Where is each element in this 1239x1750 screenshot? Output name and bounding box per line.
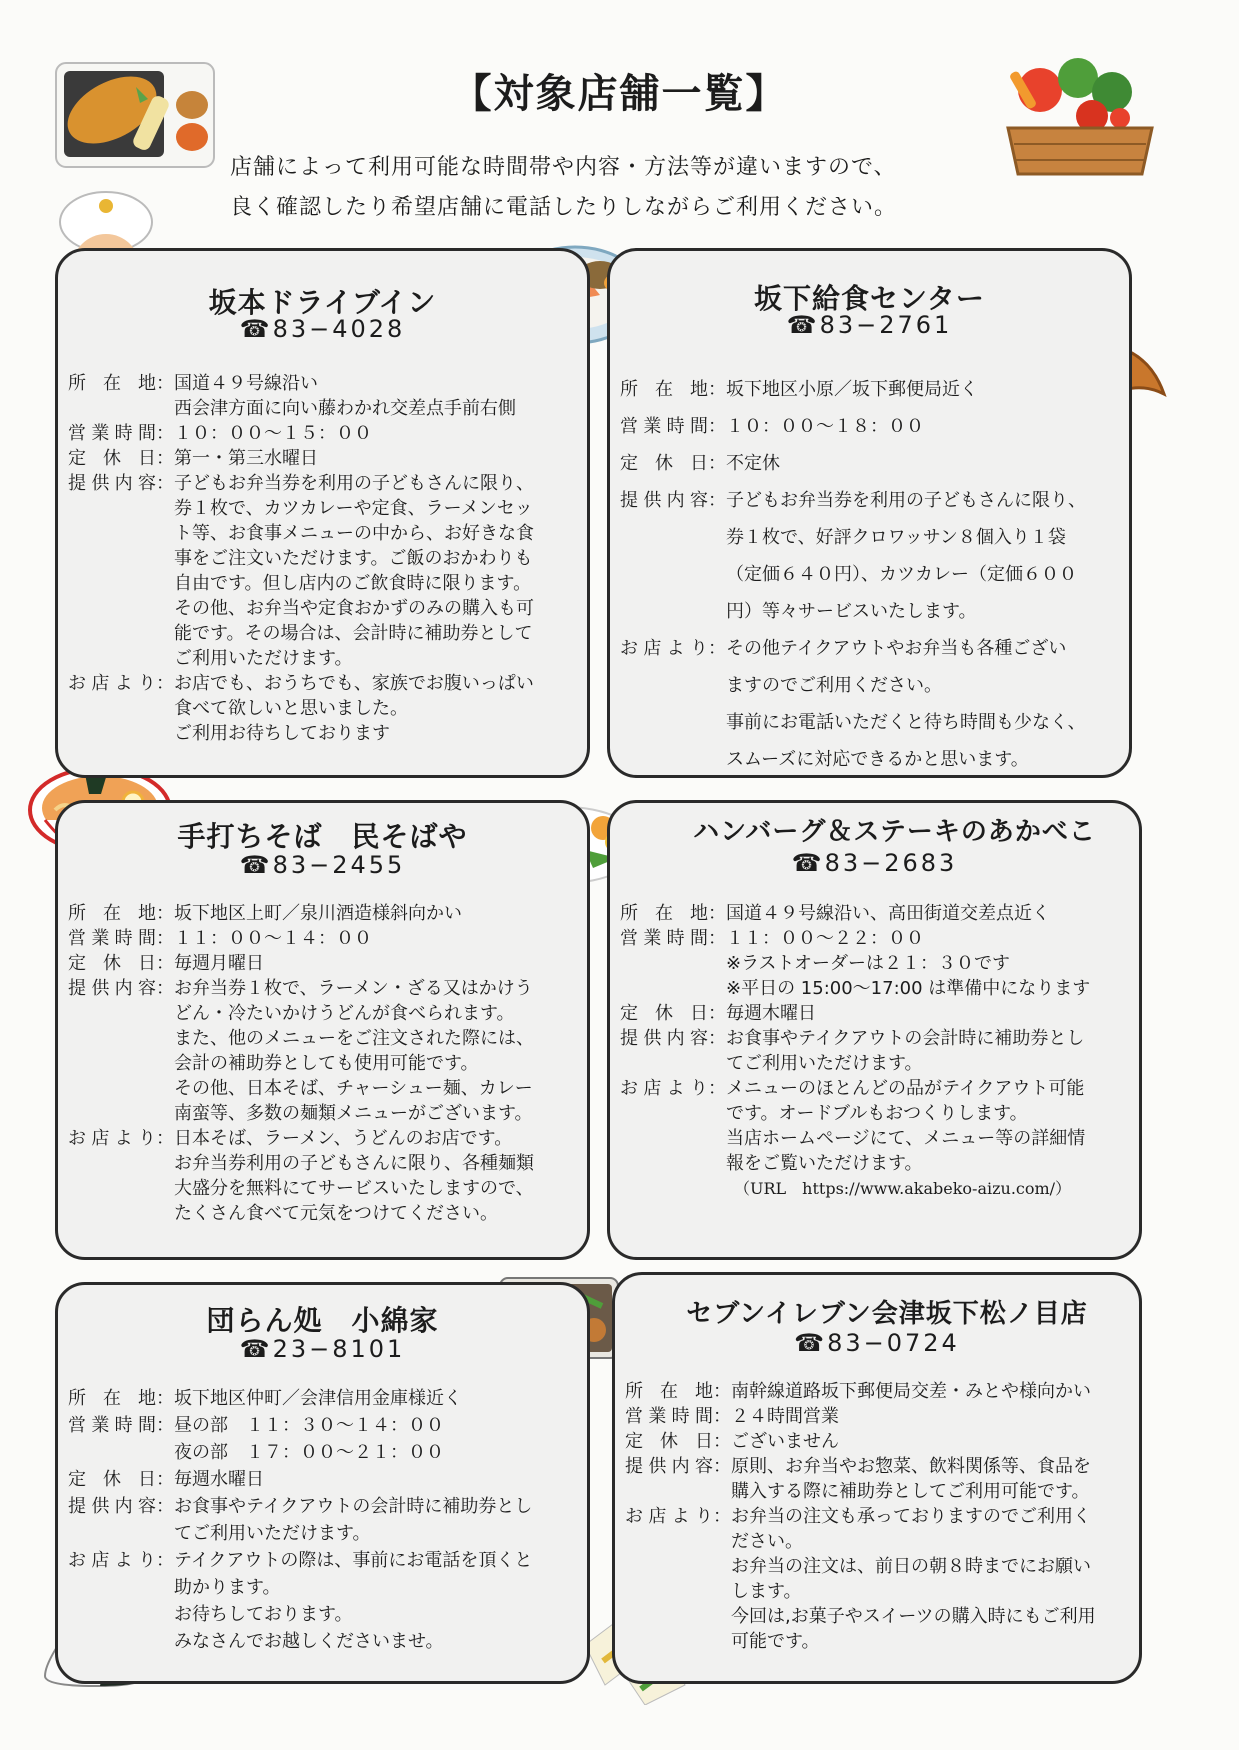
address-value [174, 901, 583, 926]
hours-value [731, 1404, 1140, 1429]
text-line: お弁当券利用の子どもさんに限り、各種麺類 [174, 1153, 534, 1174]
hours-row [68, 926, 583, 951]
text-line: ※ラストオーダーは２１：３０です [726, 953, 1011, 974]
text-line: 能です。その場合は、会計時に補助券として [174, 623, 533, 644]
text-line: 大盛分を無料にてサービスいたしますので、 [174, 1178, 534, 1199]
content-row [68, 976, 583, 1126]
message-value [726, 1076, 1135, 1201]
phone-number: 83−2761 [819, 311, 953, 339]
text-line: 西会津方面に向い藤わかれ交差点手前右側 [174, 398, 516, 419]
shop-name: 手打ちそば 民そばや [177, 820, 468, 853]
colon: ： [156, 1128, 174, 1149]
closed-value [174, 446, 583, 471]
colon: ： [708, 638, 726, 659]
shop-info [68, 371, 583, 746]
content-label: 提供内容 [68, 978, 156, 999]
page-title: 【対象店舗一覧】 [451, 71, 788, 117]
colon: ： [713, 1506, 731, 1527]
colon: ： [156, 423, 174, 444]
text-line: 毎週月曜日 [174, 953, 264, 974]
intro-text [230, 148, 1050, 228]
address-row [625, 1379, 1140, 1404]
text-line: １１：００〜２２：００ [726, 928, 924, 949]
content-row [68, 471, 583, 671]
colon: ： [156, 1550, 174, 1571]
text-line: （定価６４０円）、カツカレー（定価６００ [726, 564, 1077, 585]
hours-value [726, 926, 1135, 1001]
bento-illustration [52, 55, 220, 175]
text-line: お食事やテイクアウトの会計時に補助券とし [726, 1028, 1085, 1049]
text-line: １０：００〜１８：００ [726, 416, 924, 437]
text-line: 南蛮等、多数の麺類メニューがございます。 [174, 1103, 533, 1124]
text-line: 円）等々サービスいたします。 [726, 601, 977, 622]
address-row [68, 1385, 583, 1412]
colon: ： [713, 1406, 731, 1427]
address-value [174, 371, 583, 421]
content-label: 提供内容 [620, 490, 708, 511]
colon: ： [156, 448, 174, 469]
text-line: 報をご覧いただけます。 [726, 1153, 923, 1174]
text-line: 会計の補助券としても使用可能です。 [174, 1053, 479, 1074]
address-label: 所在地 [68, 903, 156, 924]
closed-row [620, 445, 1125, 482]
address-value [726, 371, 1125, 408]
text-line: 券１枚で、カツカレーや定食、ラーメンセッ [174, 498, 533, 519]
colon: ： [708, 1003, 726, 1024]
colon: ： [156, 978, 174, 999]
colon: ： [713, 1431, 731, 1452]
text-line: 食べて欲しいと思いました。 [174, 698, 408, 719]
colon: ： [708, 379, 726, 400]
text-line: テイクアウトの際は、事前にお電話を頂くと [174, 1550, 533, 1571]
closed-value [731, 1429, 1140, 1454]
closed-value [726, 1001, 1135, 1026]
shop-url[interactable]: （URL https://www.akabeko-aizu.com/） [734, 1179, 1072, 1198]
shop-phone [58, 1335, 587, 1363]
address-label: 所在地 [68, 373, 156, 394]
text-line: ト等、お食事メニューの中から、お好きな食 [174, 523, 534, 544]
text-line: です。オードブルもおつくりします。 [726, 1103, 1028, 1124]
text-line: ますのでご利用ください。 [726, 675, 942, 696]
text-line: 毎週木曜日 [726, 1003, 816, 1024]
colon: ： [156, 1469, 174, 1490]
text-line: スムーズに対応できるかと思います。 [726, 749, 1029, 770]
text-line: します。 [731, 1581, 802, 1602]
content-value [726, 482, 1125, 630]
hours-row [68, 421, 583, 446]
hours-label: 営業時間 [625, 1406, 713, 1427]
shop-phone [610, 849, 1139, 877]
text-line: 当店ホームページにて、メニュー等の詳細情 [726, 1128, 1086, 1149]
text-line: メニューのほとんどの品がテイクアウト可能 [726, 1078, 1085, 1099]
intro-line: 店舗によって利用可能な時間帯や内容・方法等が違いますので、 [230, 155, 897, 180]
address-label: 所在地 [625, 1381, 713, 1402]
colon: ： [156, 1388, 174, 1409]
text-line: 夜の部 １７：００〜２１：００ [174, 1442, 444, 1463]
closed-row [68, 951, 583, 976]
message-value [731, 1504, 1140, 1654]
shop-phone [58, 315, 587, 343]
intro-line: 良く確認したり希望店舗に電話したりしながらご利用ください。 [230, 195, 898, 220]
shop-card-sakamoto [55, 248, 590, 778]
text-line: ございません [731, 1431, 839, 1452]
phone-icon: ☎ [239, 851, 273, 879]
shop-name: セブンイレブン会津坂下松ノ目店 [686, 1299, 1088, 1329]
message-row [625, 1504, 1140, 1654]
text-line: 毎週水曜日 [174, 1469, 264, 1490]
closed-label: 定休日 [620, 1003, 708, 1024]
shop-card-seven-eleven [612, 1272, 1142, 1684]
message-value [726, 630, 1125, 778]
text-line: 国道４９号線沿い [174, 373, 318, 394]
text-line: てご利用いただけます。 [726, 1053, 923, 1074]
text-line: 今回は,お菓子やスイーツの購入時にもご利用 [731, 1606, 1096, 1627]
text-line: 事前にお電話いただくと待ち時間も少なく、 [726, 712, 1086, 733]
text-line: お弁当の注文は、前日の朝８時までにお願い [731, 1556, 1091, 1577]
closed-row [68, 446, 583, 471]
phone-number: 83−0724 [827, 1329, 960, 1357]
shop-card-kowataya [55, 1282, 590, 1684]
colon: ： [708, 490, 726, 511]
text-line: 坂下地区小原／坂下郵便局近く [726, 379, 978, 400]
closed-row [625, 1429, 1140, 1454]
phone-number: 83−2455 [272, 851, 406, 879]
message-label: お店より [620, 638, 708, 659]
message-label: お店より [620, 1078, 708, 1099]
address-value [174, 1385, 583, 1412]
hours-value [174, 926, 583, 951]
address-label: 所在地 [620, 379, 708, 400]
hours-label: 営業時間 [620, 928, 708, 949]
colon: ： [713, 1381, 731, 1402]
address-value [726, 901, 1135, 926]
closed-value [174, 951, 583, 976]
colon: ： [708, 1078, 726, 1099]
content-value [174, 471, 583, 671]
content-label: 提供内容 [620, 1028, 708, 1049]
closed-row [68, 1466, 583, 1493]
text-line: その他、日本そば、チャーシュー麺、カレー [174, 1078, 533, 1099]
message-label: お店より [68, 1550, 156, 1571]
colon: ： [708, 1028, 726, 1049]
text-line: お弁当券１枚で、ラーメン・ざる又はかけう [174, 978, 533, 999]
text-line: ご利用いただけます。 [174, 648, 353, 669]
shop-info [68, 901, 583, 1226]
colon: ： [708, 903, 726, 924]
text-line: 購入する際に補助券としてご利用可能です。 [731, 1481, 1090, 1502]
shop-info [620, 901, 1135, 1201]
hours-label: 営業時間 [620, 416, 708, 437]
hours-row [625, 1404, 1140, 1429]
text-line: 券１枚で、好評クロワッサン８個入り１袋 [726, 527, 1066, 548]
message-row [620, 630, 1125, 778]
text-line: どん・冷たいかけうどんが食べられます。 [174, 1003, 515, 1024]
text-line: ※平日の 15:00〜17:00 は準備中になります [726, 978, 1091, 999]
phone-icon: ☎ [794, 1329, 828, 1357]
hours-row [620, 408, 1125, 445]
hours-value [174, 1412, 583, 1466]
phone-number: 83−4028 [272, 315, 406, 343]
closed-label: 定休日 [68, 1469, 156, 1490]
shop-phone [615, 1329, 1139, 1357]
text-line: 子どもお弁当券を利用の子どもさんに限り、 [726, 490, 1086, 511]
message-label: お店より [625, 1506, 713, 1527]
shop-phone [58, 851, 587, 879]
text-line: 不定休 [726, 453, 780, 474]
shop-info [620, 371, 1125, 778]
text-line: 坂下地区仲町／会津信用金庫様近く [174, 1388, 462, 1409]
text-line: 坂下地区上町／泉川酒造様斜向かい [174, 903, 462, 924]
text-line: ださい。 [731, 1531, 803, 1552]
hours-row [68, 1412, 583, 1466]
content-row [68, 1493, 583, 1547]
shop-info [68, 1385, 583, 1655]
closed-value [174, 1466, 583, 1493]
closed-label: 定休日 [68, 448, 156, 469]
shop-name: 団らん処 小綿家 [206, 1304, 439, 1337]
closed-label: 定休日 [68, 953, 156, 974]
message-row [68, 1126, 583, 1226]
text-line: 国道４９号線沿い、高田街道交差点近く [726, 903, 1050, 924]
shop-card-akabeko [607, 800, 1142, 1260]
shop-card-kyushoku-center [607, 248, 1132, 778]
colon: ： [156, 928, 174, 949]
colon: ： [708, 453, 726, 474]
text-line: ２４時間営業 [731, 1406, 839, 1427]
content-row [620, 1026, 1135, 1076]
content-row [620, 482, 1125, 630]
vegetable-basket-illustration [1000, 40, 1160, 180]
phone-number: 23−8101 [272, 1335, 406, 1363]
hours-value [726, 408, 1125, 445]
text-line: てご利用いただけます。 [174, 1523, 371, 1544]
shop-name: 坂下給食センター [754, 282, 985, 315]
address-row [620, 901, 1135, 926]
closed-value [726, 445, 1125, 482]
text-line: 原則、お弁当やお惣菜、飲料関係等、食品を [731, 1456, 1091, 1477]
content-value [731, 1454, 1140, 1504]
content-value [726, 1026, 1135, 1076]
text-line: お食事やテイクアウトの会計時に補助券とし [174, 1496, 533, 1517]
text-line: 第一・第三水曜日 [174, 448, 318, 469]
address-value [731, 1379, 1140, 1404]
address-row [620, 371, 1125, 408]
colon: ： [713, 1456, 731, 1477]
shop-card-tamisobaya [55, 800, 590, 1260]
text-line: その他テイクアウトやお弁当も各種ござい [726, 638, 1067, 659]
shop-name: ハンバーグ＆ステーキのあかべこ [693, 817, 1096, 847]
text-line: たくさん食べて元気をつけてください。 [174, 1203, 498, 1224]
text-line: 昼の部 １１：３０〜１４：００ [174, 1415, 444, 1436]
hours-label: 営業時間 [68, 1415, 156, 1436]
text-line: 日本そば、ラーメン、うどんのお店です。 [174, 1128, 513, 1149]
colon: ： [156, 953, 174, 974]
shop-info [625, 1379, 1140, 1654]
message-label: お店より [68, 1128, 156, 1149]
text-line: また、他のメニューをご注文された際には、 [174, 1028, 534, 1049]
shop-phone [610, 311, 1129, 339]
colon: ： [156, 673, 174, 694]
hours-label: 営業時間 [68, 423, 156, 444]
colon: ： [156, 473, 174, 494]
address-label: 所在地 [620, 903, 708, 924]
text-line: 可能です。 [731, 1631, 820, 1652]
text-line: 南幹線道路坂下郵便局交差・みとや様向かい [731, 1381, 1091, 1402]
text-line: その他、お弁当や定食おかずのみの購入も可 [174, 598, 534, 619]
phone-icon: ☎ [239, 315, 273, 343]
content-label: 提供内容 [68, 473, 156, 494]
text-line: お店でも、おうちでも、家族でお腹いっぱい [174, 673, 534, 694]
closed-label: 定休日 [625, 1431, 713, 1452]
phone-icon: ☎ [786, 311, 820, 339]
text-line: １１：００〜１４：００ [174, 928, 372, 949]
shop-name: 坂本ドライブイン [208, 286, 437, 319]
address-row [68, 371, 583, 421]
message-label: お店より [68, 673, 156, 694]
message-value [174, 1126, 583, 1226]
colon: ： [156, 1415, 174, 1436]
phone-icon: ☎ [791, 849, 825, 877]
closed-row [620, 1001, 1135, 1026]
address-label: 所在地 [68, 1388, 156, 1409]
text-line: お待ちしております。 [174, 1604, 353, 1625]
message-row [68, 671, 583, 746]
content-label: 提供内容 [68, 1496, 156, 1517]
text-line: みなさんでお越しくださいませ。 [174, 1631, 444, 1652]
phone-number: 83−2683 [824, 849, 958, 877]
content-value [174, 976, 583, 1126]
text-line: 子どもお弁当券を利用の子どもさんに限り、 [174, 473, 534, 494]
closed-label: 定休日 [620, 453, 708, 474]
text-line: 事をご注文いただけます。ご飯のおかわりも [174, 548, 533, 569]
colon: ： [156, 373, 174, 394]
colon: ： [708, 416, 726, 437]
address-row [68, 901, 583, 926]
colon: ： [708, 928, 726, 949]
message-value [174, 671, 583, 746]
colon: ： [156, 903, 174, 924]
message-value [174, 1547, 583, 1655]
content-value [174, 1493, 583, 1547]
phone-icon: ☎ [239, 1335, 273, 1363]
text-line: 自由です。但し店内のご飲食時に限ります。 [174, 573, 532, 594]
text-line: お弁当の注文も承っておりますのでご利用く [731, 1506, 1091, 1527]
content-row [625, 1454, 1140, 1504]
text-line: 助かります。 [174, 1577, 281, 1598]
colon: ： [156, 1496, 174, 1517]
hours-value [174, 421, 583, 446]
hours-row [620, 926, 1135, 1001]
message-row [620, 1076, 1135, 1201]
hours-label: 営業時間 [68, 928, 156, 949]
text-line: １０：００〜１５：００ [174, 423, 372, 444]
content-label: 提供内容 [625, 1456, 713, 1477]
text-line: ご利用お待ちしております [174, 723, 390, 744]
message-row [68, 1547, 583, 1655]
